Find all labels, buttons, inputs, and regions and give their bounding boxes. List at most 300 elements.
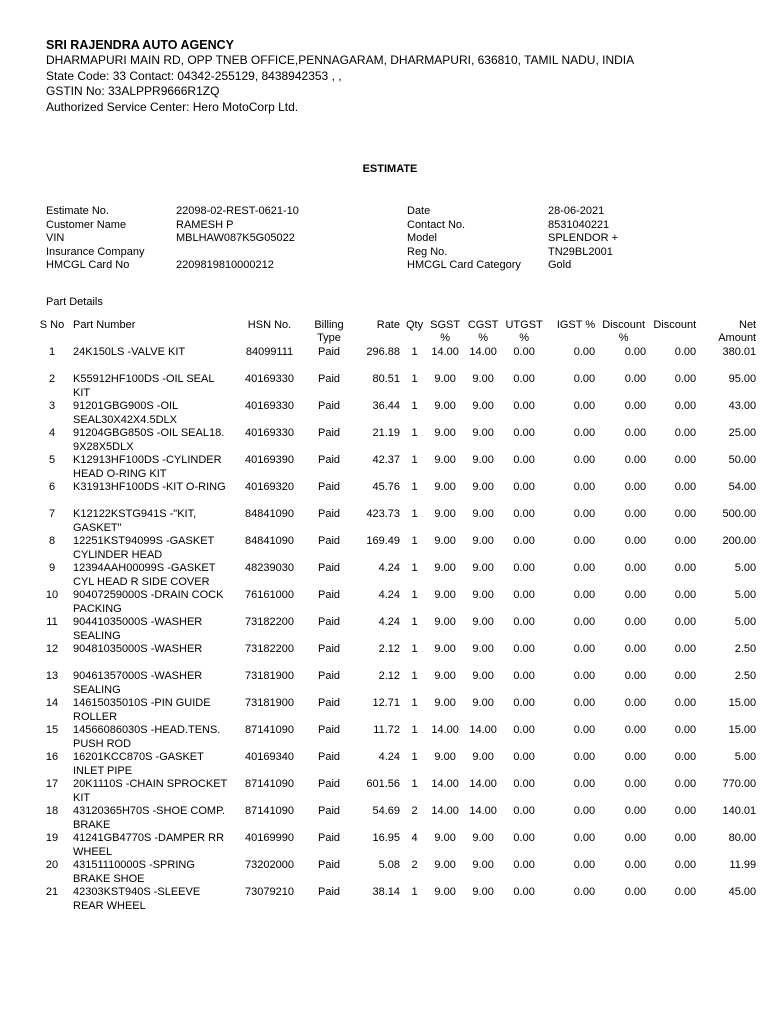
table-cell: 41241GB4770S -DAMPER RR WHEEL <box>73 832 225 858</box>
column-header: IGST % <box>556 319 596 331</box>
column-header: Rate <box>376 319 400 331</box>
table-cell: Paid <box>317 616 341 628</box>
table-cell: 0.00 <box>624 778 647 790</box>
table-cell: 0.00 <box>573 427 596 439</box>
table-cell: 9.00 <box>434 832 456 844</box>
info-label: Customer Name <box>46 218 127 231</box>
column-header: Part Number <box>73 319 136 331</box>
table-cell: 1 <box>411 751 418 763</box>
table-cell: 87141090 <box>245 805 294 817</box>
table-cell: 1 <box>411 535 418 547</box>
table-cell: 12.71 <box>372 697 400 709</box>
info-value: Gold <box>548 259 572 271</box>
table-row <box>34 643 759 670</box>
table-cell: 84841090 <box>245 508 294 520</box>
table-cell: K31913HF100DS -KIT O-RING <box>73 481 226 493</box>
table-row <box>34 427 759 454</box>
table-cell: 1 <box>411 589 418 601</box>
table-cell: 9.00 <box>472 562 494 574</box>
table-cell: 1 <box>411 670 418 682</box>
table-cell: 0.00 <box>513 724 535 736</box>
info-label: Insurance Company <box>46 245 145 258</box>
table-cell: 2.50 <box>734 643 757 655</box>
table-cell: 4.24 <box>378 751 400 763</box>
table-cell: 4.24 <box>378 616 400 628</box>
table-cell: Paid <box>317 643 341 655</box>
table-cell: 0.00 <box>513 697 535 709</box>
table-cell: 40169330 <box>245 400 294 412</box>
table-cell: 90461357000S -WASHER SEALING <box>73 670 203 696</box>
table-row <box>34 508 759 535</box>
table-cell: 20K1110S -CHAIN SPROCKET KIT <box>73 778 228 804</box>
table-cell: 3 <box>48 400 56 412</box>
info-row <box>46 219 376 233</box>
table-cell: 2 <box>411 859 418 871</box>
table-cell: 9.00 <box>472 859 494 871</box>
table-cell: 9.00 <box>434 616 456 628</box>
table-cell: 12394AAH00099S -GASKET CYL HEAD R SIDE COVER <box>73 562 216 588</box>
company-contact: State Code: 33 Contact: 04342-255129, 8438942353 , , <box>46 68 342 83</box>
parts-table <box>34 319 759 913</box>
table-cell: 90441035000S -WASHER SEALING <box>73 616 203 642</box>
table-cell: 1 <box>411 508 418 520</box>
table-cell: Paid <box>317 427 341 439</box>
table-cell: 0.00 <box>573 373 596 385</box>
table-cell: 500.00 <box>722 508 757 520</box>
table-cell: 140.01 <box>722 805 757 817</box>
table-cell: 9.00 <box>434 697 456 709</box>
table-cell: Paid <box>317 886 341 898</box>
table-cell: 0.00 <box>624 859 647 871</box>
table-cell: 9.00 <box>472 481 494 493</box>
table-cell: 0.00 <box>573 832 596 844</box>
table-cell: 380.01 <box>722 346 757 358</box>
table-cell: 0.00 <box>674 562 697 574</box>
table-cell: 9.00 <box>434 508 456 520</box>
table-row <box>34 454 759 481</box>
table-cell: 0.00 <box>674 643 697 655</box>
table-cell: Paid <box>317 805 341 817</box>
service-center: Authorized Service Center: Hero MotoCorp Ltd. <box>46 99 299 114</box>
table-cell: 0.00 <box>513 400 535 412</box>
table-cell: 12 <box>45 643 59 655</box>
table-cell: Paid <box>317 859 341 871</box>
table-cell: 54.69 <box>372 805 400 817</box>
table-cell: Paid <box>317 535 341 547</box>
table-cell: 40169330 <box>245 427 294 439</box>
table-cell: 0.00 <box>573 616 596 628</box>
table-cell: 21 <box>45 886 59 898</box>
table-cell: 15.00 <box>728 724 757 736</box>
company-header <box>46 37 746 115</box>
table-cell: 0.00 <box>674 373 697 385</box>
table-cell: 0.00 <box>674 859 697 871</box>
info-row <box>407 219 747 233</box>
table-row <box>34 616 759 643</box>
column-header: Discount <box>653 319 697 331</box>
table-cell: 0.00 <box>674 481 697 493</box>
table-cell: 0.00 <box>624 562 647 574</box>
table-cell: 0.00 <box>674 697 697 709</box>
table-cell: 73181900 <box>245 697 294 709</box>
info-label: Contact No. <box>407 218 466 231</box>
table-cell: 5.08 <box>378 859 400 871</box>
table-cell: 0.00 <box>573 508 596 520</box>
table-cell: 0.00 <box>513 805 535 817</box>
table-cell: 0.00 <box>513 832 535 844</box>
table-cell: 1 <box>411 373 418 385</box>
column-header: Discount % <box>602 319 646 344</box>
table-cell: 0.00 <box>624 832 647 844</box>
table-cell: 80.51 <box>372 373 400 385</box>
table-cell: 0.00 <box>573 589 596 601</box>
table-cell: 43120365H70S -SHOE COMP. BRAKE <box>73 805 226 831</box>
table-cell: 0.00 <box>674 832 697 844</box>
table-cell: 9.00 <box>434 859 456 871</box>
table-cell: Paid <box>317 832 341 844</box>
table-cell: 9.00 <box>472 400 494 412</box>
table-cell: 0.00 <box>624 400 647 412</box>
table-cell: 2 <box>411 805 418 817</box>
table-cell: 91204GBG850S -OIL SEAL18. 9X28X5DLX <box>73 427 225 453</box>
table-cell: 0.00 <box>513 778 535 790</box>
table-cell: 1 <box>411 643 418 655</box>
table-cell: 0.00 <box>513 562 535 574</box>
table-cell: Paid <box>317 670 341 682</box>
table-cell: 9.00 <box>434 589 456 601</box>
table-cell: 4 <box>48 427 56 439</box>
table-row <box>34 886 759 913</box>
table-cell: 0.00 <box>674 778 697 790</box>
info-label: Reg No. <box>407 245 448 258</box>
table-cell: 0.00 <box>573 400 596 412</box>
table-cell: 0.00 <box>674 724 697 736</box>
table-cell: Paid <box>317 697 341 709</box>
info-value: TN29BL2001 <box>548 245 613 258</box>
table-cell: 0.00 <box>674 427 697 439</box>
table-row <box>34 535 759 562</box>
table-cell: 0.00 <box>624 346 647 358</box>
table-row <box>34 346 759 373</box>
table-cell: 0.00 <box>624 535 647 547</box>
table-cell: 14.00 <box>431 346 459 358</box>
table-cell: 0.00 <box>624 670 647 682</box>
table-cell: 1 <box>411 481 418 493</box>
table-row <box>34 670 759 697</box>
table-cell: 40169990 <box>245 832 294 844</box>
table-cell: 0.00 <box>573 886 596 898</box>
table-cell: 14.00 <box>431 778 459 790</box>
table-cell: 15.00 <box>728 697 757 709</box>
table-cell: 0.00 <box>513 346 535 358</box>
table-cell: K12913HF100DS -CYLINDER HEAD O-RING KIT <box>73 454 222 480</box>
table-cell: Paid <box>317 778 341 790</box>
table-cell: 0.00 <box>624 373 647 385</box>
company-name: SRI RAJENDRA AUTO AGENCY <box>46 38 234 52</box>
table-cell: 0.00 <box>573 562 596 574</box>
info-row <box>46 232 376 246</box>
table-cell: 4.24 <box>378 562 400 574</box>
table-cell: 8 <box>48 535 56 547</box>
table-cell: 91201GBG900S -OIL SEAL30X42X4.5DLX <box>73 400 178 426</box>
info-label: VIN <box>46 232 65 244</box>
table-row <box>34 832 759 859</box>
table-cell: 9.00 <box>472 643 494 655</box>
table-cell: 0.00 <box>573 778 596 790</box>
table-cell: 0.00 <box>513 886 535 898</box>
table-cell: 73202000 <box>245 859 294 871</box>
table-cell: 9.00 <box>434 751 456 763</box>
table-cell: 0.00 <box>624 427 647 439</box>
table-cell: 9.00 <box>472 670 494 682</box>
table-cell: 73079210 <box>245 886 294 898</box>
table-cell: 38.14 <box>372 886 400 898</box>
table-cell: 14.00 <box>431 724 459 736</box>
table-cell: 0.00 <box>513 373 535 385</box>
table-cell: 0.00 <box>674 616 697 628</box>
table-cell: 16201KCC870S -GASKET INLET PIPE <box>73 751 204 777</box>
table-cell: 18 <box>45 805 59 817</box>
table-cell: 0.00 <box>624 886 647 898</box>
column-header: S No <box>39 319 65 331</box>
table-cell: 2 <box>48 373 56 385</box>
table-cell: 45.00 <box>728 886 757 898</box>
table-cell: 40169330 <box>245 373 294 385</box>
table-cell: 0.00 <box>573 859 596 871</box>
info-row <box>46 259 376 273</box>
table-cell: 40169340 <box>245 751 294 763</box>
table-cell: 0.00 <box>624 508 647 520</box>
info-row <box>46 246 376 260</box>
table-cell: 11.72 <box>373 724 400 736</box>
table-row <box>34 373 759 400</box>
table-cell: 6 <box>48 481 56 493</box>
table-row <box>34 697 759 724</box>
column-header: Billing Type <box>314 319 344 344</box>
table-cell: 4 <box>411 832 418 844</box>
table-cell: Paid <box>317 508 341 520</box>
company-address: DHARMAPURI MAIN RD, OPP TNEB OFFICE,PENNAGARAM, DHARMAPURI, 636810, TAMIL NADU, INDIA <box>46 53 635 67</box>
table-cell: 80.00 <box>728 832 757 844</box>
table-cell: 4.24 <box>378 589 400 601</box>
table-cell: 9.00 <box>434 886 456 898</box>
table-cell: 24K150LS -VALVE KIT <box>73 346 186 358</box>
table-cell: 17 <box>45 778 59 790</box>
table-cell: 5.00 <box>734 751 757 763</box>
table-cell: 73182200 <box>245 616 294 628</box>
table-cell: 9.00 <box>434 373 456 385</box>
info-value: 8531040221 <box>548 218 610 231</box>
table-cell: 84841090 <box>245 535 294 547</box>
table-cell: 9.00 <box>434 427 456 439</box>
info-label: HMCGL Card No <box>46 259 130 271</box>
table-cell: 16.95 <box>372 832 400 844</box>
table-cell: 0.00 <box>573 643 596 655</box>
table-cell: 0.00 <box>624 643 647 655</box>
table-cell: 0.00 <box>573 454 596 466</box>
table-cell: 42.37 <box>372 454 400 466</box>
document-title: ESTIMATE <box>362 163 418 175</box>
table-cell: Paid <box>317 400 341 412</box>
table-cell: 0.00 <box>573 751 596 763</box>
column-header: HSN No. <box>247 319 292 331</box>
table-cell: 19 <box>45 832 59 844</box>
table-cell: 45.76 <box>372 481 400 493</box>
table-cell: K12122KSTG941S -"KIT, GASKET" <box>73 508 197 534</box>
info-label: Date <box>407 205 431 217</box>
table-cell: 90481035000S -WASHER <box>73 643 203 655</box>
table-cell: 9.00 <box>472 751 494 763</box>
column-header: UTGST % <box>505 319 543 344</box>
table-cell: 0.00 <box>573 346 596 358</box>
table-cell: 9.00 <box>472 616 494 628</box>
table-cell: 14615035010S -PIN GUIDE ROLLER <box>73 697 211 723</box>
table-cell: 0.00 <box>674 805 697 817</box>
table-cell: 0.00 <box>624 589 647 601</box>
table-cell: 9.00 <box>472 589 494 601</box>
company-gstin: GSTIN No: 33ALPPR9666R1ZQ <box>46 84 220 98</box>
table-row <box>34 481 759 508</box>
section-label: Part Details <box>46 296 103 308</box>
table-cell: 9.00 <box>472 535 494 547</box>
table-cell: 9 <box>48 562 56 574</box>
table-cell: 0.00 <box>674 346 697 358</box>
estimate-info-right <box>407 205 747 273</box>
table-cell: 11 <box>46 616 58 628</box>
table-cell: 14.00 <box>469 805 497 817</box>
column-header: CGST % <box>467 319 499 344</box>
table-row <box>34 400 759 427</box>
table-cell: 73181900 <box>245 670 294 682</box>
table-cell: 14566086030S -HEAD.TENS. PUSH ROD <box>73 724 221 750</box>
table-cell: 0.00 <box>513 859 535 871</box>
column-header: Qty <box>406 319 424 331</box>
table-cell: Paid <box>317 346 341 358</box>
table-cell: 73182200 <box>245 643 294 655</box>
table-cell: 1 <box>411 724 418 736</box>
table-cell: 1 <box>411 562 418 574</box>
table-cell: 200.00 <box>722 535 757 547</box>
table-cell: 36.44 <box>372 400 400 412</box>
table-cell: 0.00 <box>674 751 697 763</box>
table-row <box>34 562 759 589</box>
table-cell: 1 <box>411 427 418 439</box>
info-value: SPLENDOR + <box>548 232 618 244</box>
table-cell: 9.00 <box>472 886 494 898</box>
table-cell: 0.00 <box>513 481 535 493</box>
table-cell: 0.00 <box>624 616 647 628</box>
table-cell: 0.00 <box>513 670 535 682</box>
column-header: SGST % <box>430 319 461 344</box>
table-row <box>34 859 759 886</box>
table-cell: 0.00 <box>573 670 596 682</box>
table-cell: 9.00 <box>472 454 494 466</box>
table-cell: 11.99 <box>729 859 757 871</box>
table-cell: 5.00 <box>734 616 757 628</box>
table-cell: Paid <box>317 724 341 736</box>
table-cell: 9.00 <box>434 400 456 412</box>
table-row <box>34 724 759 751</box>
table-cell: 15 <box>45 724 59 736</box>
info-row <box>407 246 747 260</box>
table-cell: 14.00 <box>469 724 497 736</box>
table-cell: Paid <box>317 562 341 574</box>
table-cell: 90407259000S -DRAIN COCK PACKING <box>73 589 224 615</box>
table-cell: 0.00 <box>573 481 596 493</box>
table-cell: 0.00 <box>573 724 596 736</box>
table-cell: 0.00 <box>624 805 647 817</box>
info-label: Estimate No. <box>46 205 109 217</box>
table-cell: 9.00 <box>434 643 456 655</box>
table-cell: 2.12 <box>378 643 400 655</box>
table-cell: 14 <box>45 697 59 709</box>
table-cell: 40169390 <box>245 454 294 466</box>
table-cell: 54.00 <box>728 481 757 493</box>
table-cell: 50.00 <box>728 454 757 466</box>
table-cell: 0.00 <box>624 751 647 763</box>
table-cell: 14.00 <box>469 778 497 790</box>
table-cell: Paid <box>317 751 341 763</box>
table-cell: 1 <box>411 697 418 709</box>
table-cell: 7 <box>48 508 56 520</box>
table-cell: 43.00 <box>728 400 757 412</box>
table-cell: Paid <box>317 481 341 493</box>
table-cell: 0.00 <box>513 616 535 628</box>
table-cell: 9.00 <box>434 562 456 574</box>
table-cell: Paid <box>317 589 341 601</box>
table-row <box>34 805 759 832</box>
table-cell: 84099111 <box>245 346 294 358</box>
table-cell: 42303KST940S -SLEEVE REAR WHEEL <box>73 886 201 912</box>
info-row <box>407 205 747 219</box>
table-cell: 1 <box>411 454 418 466</box>
table-header-row <box>34 319 759 346</box>
table-cell: 0.00 <box>513 751 535 763</box>
info-value: MBLHAW087K5G05022 <box>176 232 295 244</box>
column-header: Net Amount <box>718 319 757 344</box>
table-cell: 21.19 <box>372 427 400 439</box>
table-cell: 40169320 <box>245 481 294 493</box>
table-cell: 0.00 <box>513 589 535 601</box>
table-cell: 9.00 <box>472 697 494 709</box>
table-cell: 0.00 <box>513 508 535 520</box>
table-cell: 0.00 <box>674 400 697 412</box>
table-row <box>34 778 759 805</box>
info-label: Model <box>407 232 437 244</box>
table-cell: 1 <box>411 886 418 898</box>
table-cell: 9.00 <box>434 535 456 547</box>
info-row <box>407 232 747 246</box>
table-cell: 0.00 <box>624 454 647 466</box>
table-cell: 0.00 <box>674 535 697 547</box>
table-cell: 14.00 <box>469 346 497 358</box>
table-cell: 76161000 <box>245 589 294 601</box>
table-cell: 423.73 <box>366 508 400 520</box>
table-cell: 9.00 <box>434 670 456 682</box>
table-cell: 13 <box>45 670 59 682</box>
table-cell: 48239030 <box>245 562 294 574</box>
table-cell: 9.00 <box>472 427 494 439</box>
table-cell: 9.00 <box>434 481 456 493</box>
info-value: 2209819810000212 <box>176 259 274 271</box>
table-cell: 1 <box>411 400 418 412</box>
table-cell: 770.00 <box>722 778 757 790</box>
table-cell: 0.00 <box>674 886 697 898</box>
table-cell: Paid <box>317 373 341 385</box>
table-cell: 296.88 <box>366 346 400 358</box>
table-cell: 1 <box>411 346 418 358</box>
table-cell: 9.00 <box>472 508 494 520</box>
